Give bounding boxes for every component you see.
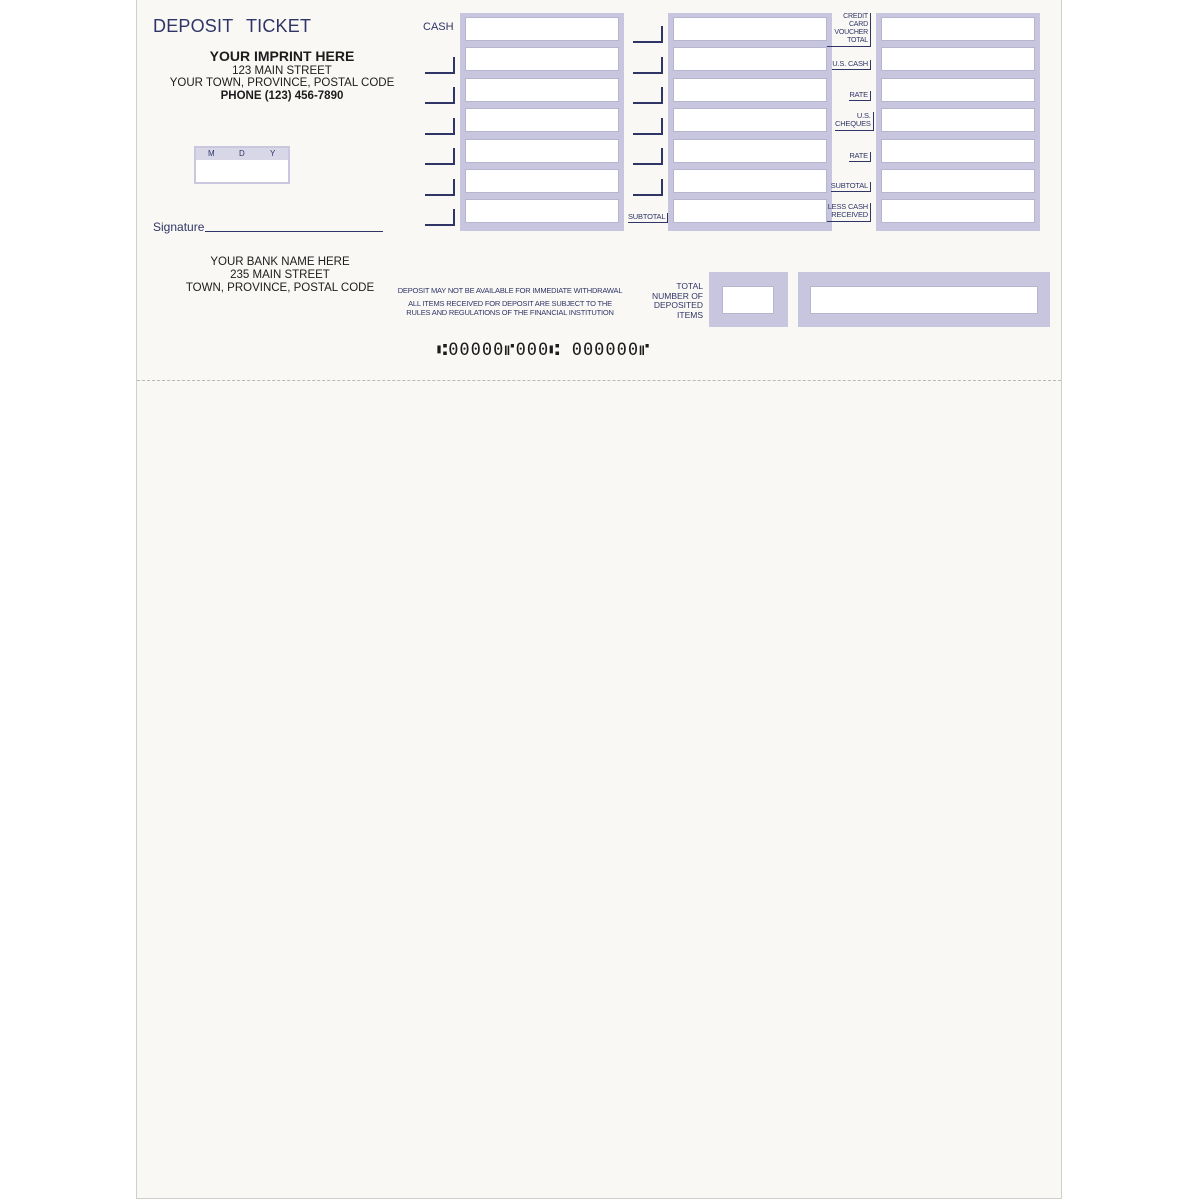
disclaimer-line-2: ALL ITEMS RECEIVED FOR DEPOSIT ARE SUBJECT TO THE [408, 299, 612, 308]
us-funds-column [876, 13, 1040, 231]
cheque-tick [425, 57, 455, 74]
cash-cheques-column [460, 13, 624, 231]
us-cheques-label: U.S. CHEQUES [835, 112, 871, 131]
amount-field[interactable] [465, 139, 619, 163]
date-year-label: Y [270, 149, 276, 158]
date-day-label: D [239, 149, 245, 158]
amount-field[interactable] [673, 17, 827, 41]
cheque-tick [425, 118, 455, 135]
cheque-tick [425, 87, 455, 104]
perforation-line [137, 380, 1061, 381]
cheques-column [668, 13, 832, 231]
signature-label: Signature [153, 220, 205, 234]
imprint-name: YOUR IMPRINT HERE [209, 48, 355, 64]
amount-field[interactable] [673, 47, 827, 71]
amount-field[interactable] [673, 108, 827, 132]
cheque-tick [633, 148, 663, 165]
cheque-tick [425, 179, 455, 196]
imprint-town: YOUR TOWN, PROVINCE, POSTAL CODE [169, 77, 395, 89]
less-cash-field[interactable] [881, 199, 1035, 223]
amount-field[interactable] [465, 199, 619, 223]
cheque-tick [633, 87, 663, 104]
less-cash-received-label: LESS CASH RECEIVED [827, 203, 871, 222]
cheque-tick [425, 209, 455, 226]
amount-field[interactable] [465, 17, 619, 41]
subtotal-field[interactable] [881, 169, 1035, 193]
total-amount-field[interactable] [810, 286, 1038, 314]
bank-street: 235 MAIN STREET [230, 269, 330, 281]
amount-field[interactable] [673, 78, 827, 102]
us-cash-field[interactable] [881, 47, 1035, 71]
signature-line[interactable] [205, 231, 383, 232]
bank-town: TOWN, PROVINCE, POSTAL CODE [185, 282, 375, 294]
rate-label: RATE [827, 91, 871, 101]
disclaimer-line-3: RULES AND REGULATIONS OF THE FINANCIAL INSTITUTION [406, 308, 614, 317]
date-month-label: M [208, 149, 215, 158]
date-header [196, 148, 288, 160]
disclaimer-line-1: DEPOSIT MAY NOT BE AVAILABLE FOR IMMEDIATE WITHDRAWAL [397, 286, 623, 295]
amount-field[interactable] [465, 108, 619, 132]
subtotal-label: SUBTOTAL [827, 182, 871, 192]
cheque-tick [633, 118, 663, 135]
total-amount-box [798, 272, 1050, 327]
credit-card-total-field[interactable] [881, 17, 1035, 41]
cash-label: CASH [423, 21, 454, 33]
amount-field[interactable] [465, 169, 619, 193]
credit-card-voucher-label: CREDIT CARD VOUCHER TOTAL [827, 13, 871, 47]
cheque-tick [633, 179, 663, 196]
us-cash-label: U.S. CASH [827, 60, 871, 70]
total-items-label: TOTAL NUMBER OF DEPOSITED ITEMS [652, 281, 703, 320]
date-field[interactable] [194, 146, 290, 184]
rate-field[interactable] [881, 139, 1035, 163]
cheque-tick [633, 26, 663, 43]
form-title: DEPOSIT TICKET [153, 16, 312, 36]
amount-field[interactable] [673, 139, 827, 163]
amount-field[interactable] [673, 169, 827, 193]
micr-line: ⑆00000⑈000⑆ 000000⑈ [437, 340, 651, 360]
imprint-phone: PHONE (123) 456-7890 [220, 90, 344, 102]
amount-field[interactable] [465, 78, 619, 102]
imprint-street: 123 MAIN STREET [232, 65, 332, 77]
cheque-tick [425, 148, 455, 165]
rate-label: RATE [827, 152, 871, 162]
bank-name: YOUR BANK NAME HERE [210, 256, 350, 268]
deposit-ticket-sheet [136, 0, 1062, 1199]
subtotal-label: SUBTOTAL [628, 213, 668, 223]
amount-field[interactable] [465, 47, 619, 71]
subtotal-field[interactable] [673, 199, 827, 223]
total-items-box [709, 272, 788, 327]
rate-field[interactable] [881, 78, 1035, 102]
cheque-tick [633, 57, 663, 74]
us-cheques-field[interactable] [881, 108, 1035, 132]
total-items-field[interactable] [722, 286, 774, 314]
